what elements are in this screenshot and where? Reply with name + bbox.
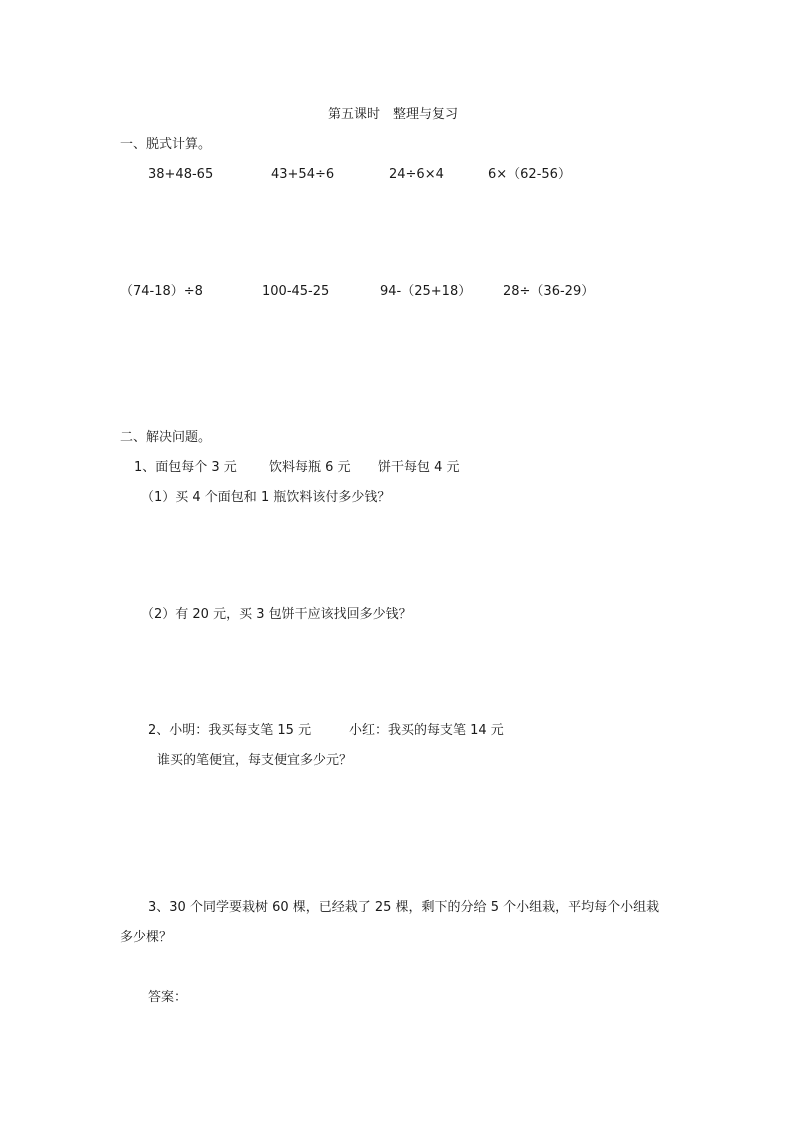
problem-2-question: 谁买的笔便宜，每支便宜多少元？ bbox=[157, 753, 353, 768]
calc-expression: 6×（62-56） bbox=[488, 167, 571, 182]
problem-1-part-2: （2）有 20 元，买 3 包饼干应该找回多少钱？ bbox=[141, 607, 412, 622]
problem-1-bread: 1、面包每个 3 元 bbox=[134, 460, 237, 475]
section-2-heading: 二、解决问题。 bbox=[120, 430, 212, 445]
calc-expression: 28÷（36-29） bbox=[503, 284, 595, 299]
calc-expression: 94-（25+18） bbox=[380, 284, 472, 299]
problem-2-xiaoming: 2、小明：我买每支笔 15 元 bbox=[148, 723, 312, 738]
answer-label: 答案： bbox=[148, 990, 188, 1005]
calc-expression: 100-45-25 bbox=[262, 284, 330, 299]
calc-expression: 43+54÷6 bbox=[271, 167, 335, 182]
problem-1-part-1: （1）买 4 个面包和 1 瓶饮料该付多少钱？ bbox=[141, 490, 391, 505]
problem-1-biscuit: 饼干每包 4 元 bbox=[378, 460, 460, 475]
calc-expression: 38+48-65 bbox=[148, 167, 214, 182]
problem-2-xiaohong: 小红：我买的每支笔 14 元 bbox=[349, 723, 504, 738]
problem-1-drink: 饮料每瓶 6 元 bbox=[269, 460, 351, 475]
section-1-heading: 一、脱式计算。 bbox=[120, 137, 212, 152]
problem-3-line-2: 多少棵？ bbox=[120, 930, 173, 945]
calc-expression: （74-18）÷8 bbox=[120, 284, 203, 299]
page-title: 第五课时 整理与复习 bbox=[328, 107, 459, 122]
problem-3-line-1: 3、30 个同学要栽树 60 棵，已经栽了 25 棵，剩下的分给 5 个小组栽，平均每个小组栽 bbox=[148, 900, 660, 915]
calc-expression: 24÷6×4 bbox=[389, 167, 444, 182]
